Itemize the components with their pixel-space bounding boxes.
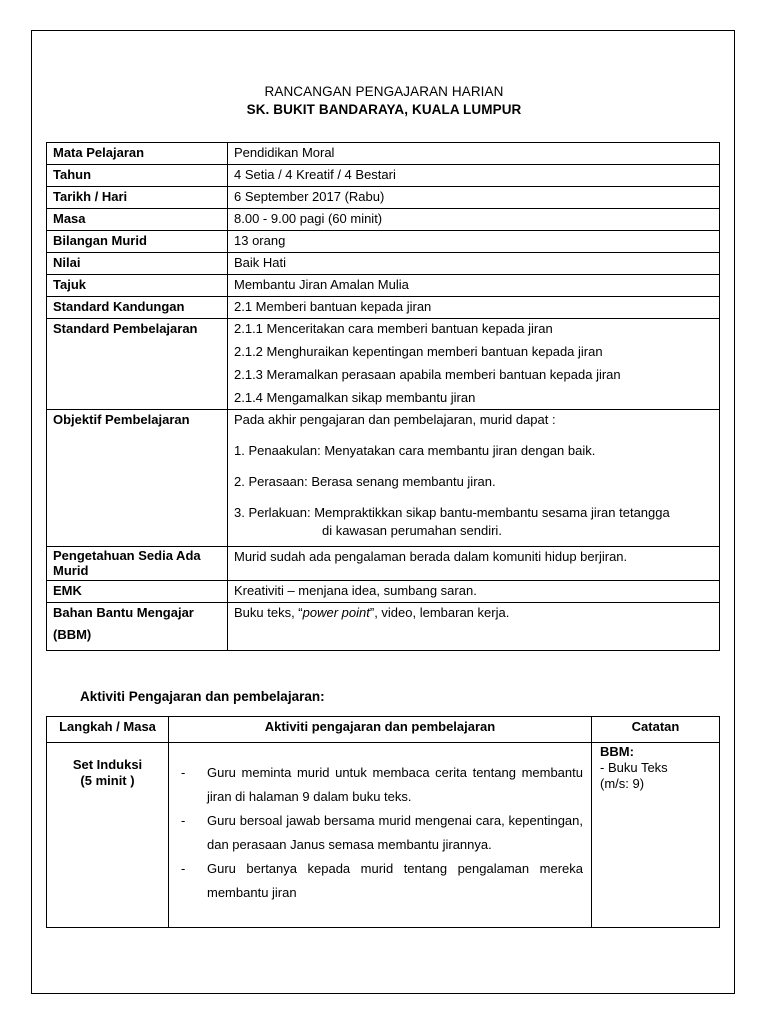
value-standard-pembelajaran xyxy=(228,319,720,410)
notes-cell xyxy=(592,743,720,928)
table-row xyxy=(47,743,720,928)
list-item-continuation: di kawasan perumahan sendiri. xyxy=(322,523,502,538)
activity-table xyxy=(46,716,720,928)
value-nilai: Baik Hati xyxy=(228,253,720,275)
list-item: - Guru meminta murid untuk membaca cerita tentang membantu jiran di halaman 9 dalam buku teks. xyxy=(177,761,583,809)
step-cell xyxy=(47,743,169,928)
objektif-intro: Pada akhir pengajaran dan pembelajaran, murid dapat : xyxy=(234,412,556,427)
table-row xyxy=(47,547,720,581)
label-bbm-line2: (BBM) xyxy=(53,627,92,642)
label-tarikh: Tarikh / Hari xyxy=(47,187,228,209)
label-bilangan-murid: Bilangan Murid xyxy=(47,231,228,253)
table-row xyxy=(47,319,720,410)
column-header-langkah: Langkah / Masa xyxy=(47,717,169,743)
value-emk: Kreativiti – menjana idea, sumbang saran. xyxy=(228,581,720,603)
table-row xyxy=(47,253,720,275)
value-bilangan-murid: 13 orang xyxy=(228,231,720,253)
table-row xyxy=(47,165,720,187)
label-emk: EMK xyxy=(47,581,228,603)
list-item: 2.1.2 Menghuraikan kepentingan memberi bantuan kepada jiran xyxy=(234,344,603,359)
section-title: Aktiviti Pengajaran dan pembelajaran: xyxy=(80,689,325,704)
table-header-row xyxy=(47,717,720,743)
activity-list xyxy=(177,761,583,905)
value-bbm xyxy=(228,603,720,651)
bbm-text-emphasis: power point xyxy=(302,605,370,620)
notes-label: BBM: xyxy=(600,744,634,759)
bbm-text-pre: Buku teks, “ xyxy=(234,605,303,620)
lesson-info-table xyxy=(46,142,720,651)
bbm-text-post: ”, video, lembaran kerja. xyxy=(369,605,510,620)
list-item: 2.1.1 Menceritakan cara memberi bantuan kepada jiran xyxy=(234,321,553,336)
notes-line: - Buku Teks xyxy=(600,760,668,775)
label-bbm-line1: Bahan Bantu Mengajar xyxy=(53,605,194,620)
label-objektif: Objektif Pembelajaran xyxy=(47,410,228,547)
value-masa: 8.00 - 9.00 pagi (60 minit) xyxy=(228,209,720,231)
value-mata-pelajaran: Pendidikan Moral xyxy=(228,143,720,165)
table-row xyxy=(47,143,720,165)
table-row xyxy=(47,187,720,209)
label-masa: Masa xyxy=(47,209,228,231)
activity-cell xyxy=(169,743,592,928)
table-row xyxy=(47,297,720,319)
label-mata-pelajaran: Mata Pelajaran xyxy=(47,143,228,165)
value-tarikh: 6 September 2017 (Rabu) xyxy=(228,187,720,209)
table-row xyxy=(47,603,720,651)
list-item: 1. Penaakulan: Menyatakan cara membantu jiran dengan baik. xyxy=(234,443,596,458)
list-item: 2. Perasaan: Berasa senang membantu jiran. xyxy=(234,474,496,489)
list-item: 2.1.4 Mengamalkan sikap membantu jiran xyxy=(234,390,476,405)
value-pengetahuan: Murid sudah ada pengalaman berada dalam komuniti hidup berjiran. xyxy=(228,547,720,581)
step-time: (5 minit ) xyxy=(80,773,135,788)
list-item: 2.1.3 Meramalkan perasaan apabila memberi bantuan kepada jiran xyxy=(234,367,621,382)
label-standard-pembelajaran: Standard Pembelajaran xyxy=(47,319,228,410)
label-pengetahuan: Pengetahuan Sedia Ada Murid xyxy=(47,547,228,581)
step-name: Set Induksi xyxy=(72,757,143,772)
table-row xyxy=(47,275,720,297)
notes-line: (m/s: 9) xyxy=(600,776,645,791)
value-tahun: 4 Setia / 4 Kreatif / 4 Bestari xyxy=(228,165,720,187)
label-tajuk: Tajuk xyxy=(47,275,228,297)
label-bbm xyxy=(47,603,228,651)
value-objektif xyxy=(228,410,720,547)
table-row xyxy=(47,410,720,547)
document-title: RANCANGAN PENGAJARAN HARIAN xyxy=(264,84,504,99)
label-nilai: Nilai xyxy=(47,253,228,275)
column-header-aktiviti: Aktiviti pengajaran dan pembelajaran xyxy=(169,717,592,743)
column-header-catatan: Catatan xyxy=(592,717,720,743)
list-item: - Guru bertanya kepada murid tentang pengalaman mereka membantu jiran xyxy=(177,857,583,905)
value-tajuk: Membantu Jiran Amalan Mulia xyxy=(228,275,720,297)
table-row xyxy=(47,581,720,603)
table-row xyxy=(47,231,720,253)
label-tahun: Tahun xyxy=(47,165,228,187)
list-item: 3. Perlakuan: Mempraktikkan sikap bantu-membantu sesama jiran tetangga xyxy=(234,505,670,520)
school-name: SK. BUKIT BANDARAYA, KUALA LUMPUR xyxy=(246,102,522,117)
value-standard-kandungan: 2.1 Memberi bantuan kepada jiran xyxy=(228,297,720,319)
table-row xyxy=(47,209,720,231)
list-item: - Guru bersoal jawab bersama murid mengenai cara, kepentingan, dan perasaan Janus semasa membantu jirannya. xyxy=(177,809,583,857)
label-standard-kandungan: Standard Kandungan xyxy=(47,297,228,319)
